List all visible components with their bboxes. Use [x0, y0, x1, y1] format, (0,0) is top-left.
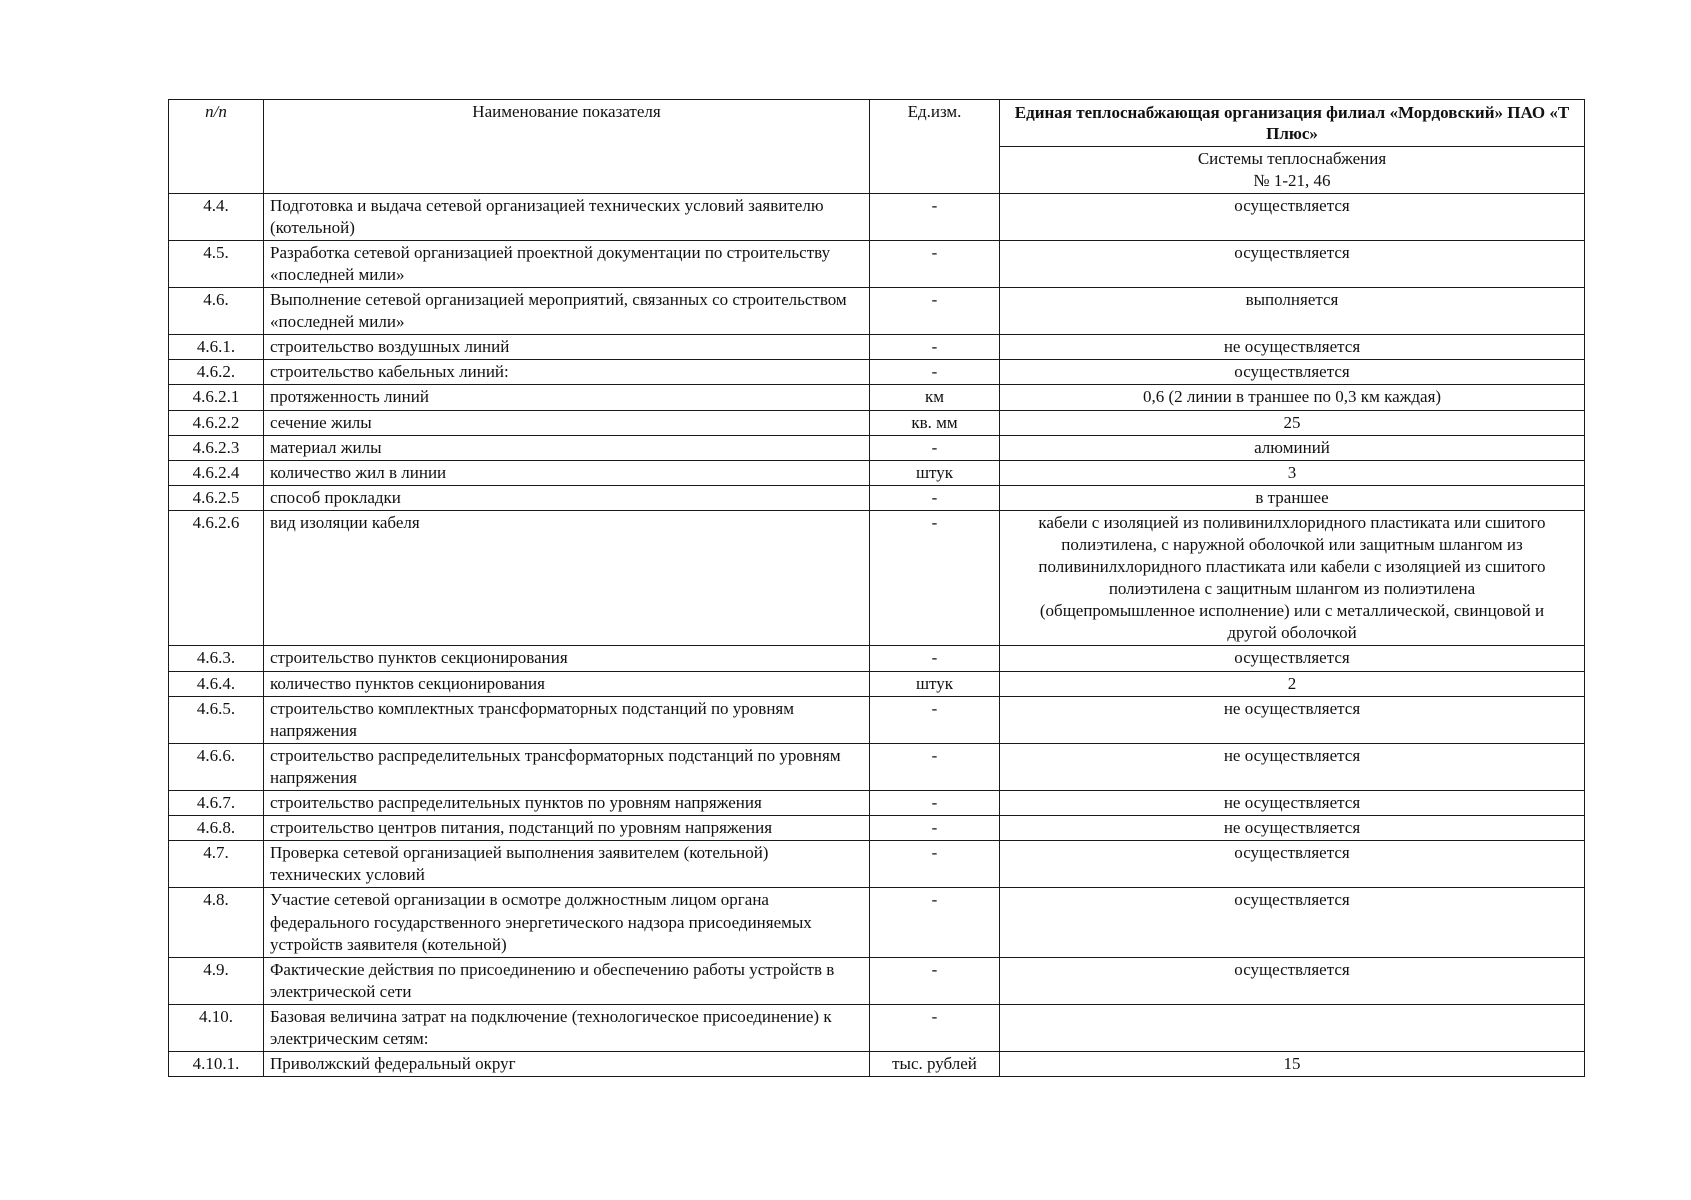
table-row [169, 1004, 1585, 1051]
table-row [169, 485, 1585, 510]
row-unit: - [870, 240, 1000, 287]
row-name: материал жилы [264, 435, 870, 460]
row-name: строительство центров питания, подстанций по уровням напряжения [264, 816, 870, 841]
row-name: Подготовка и выдача сетевой организацией технических условий заявителю (котельной) [264, 193, 870, 240]
row-value: кабели с изоляцией из поливинилхлоридного пластиката или сшитого полиэтилена, с наружной оболочкой или защитным шлангом из поливинилхлоридного пластиката или кабели с изоляцией из сшитого полиэтилена с защитным шлангом из полиэтилена (общепромышленное исполнение) или с металлической, свинцовой и другой оболочкой [1000, 510, 1585, 646]
row-unit: штук [870, 671, 1000, 696]
row-value [1000, 1004, 1585, 1051]
row-unit: кв. мм [870, 410, 1000, 435]
row-num: 4.10.1. [169, 1052, 264, 1077]
row-unit: - [870, 360, 1000, 385]
header-num: п/п [169, 100, 264, 194]
row-num: 4.6.6. [169, 743, 264, 790]
row-name: сечение жилы [264, 410, 870, 435]
row-name: способ прокладки [264, 485, 870, 510]
table-header-row [169, 100, 1585, 147]
row-value: осуществляется [1000, 841, 1585, 888]
row-num: 4.6.2. [169, 360, 264, 385]
row-name: Фактические действия по присоединению и обеспечению работы устройств в электрической сети [264, 957, 870, 1004]
table-row [169, 240, 1585, 287]
row-value: осуществляется [1000, 646, 1585, 671]
row-unit: - [870, 335, 1000, 360]
table-row [169, 435, 1585, 460]
row-unit: - [870, 510, 1000, 646]
row-name: строительство кабельных линий: [264, 360, 870, 385]
row-unit: км [870, 385, 1000, 410]
row-value: не осуществляется [1000, 743, 1585, 790]
row-value: осуществляется [1000, 957, 1585, 1004]
table-row [169, 816, 1585, 841]
indicators-table [168, 99, 1585, 1077]
table-row [169, 671, 1585, 696]
row-value: 15 [1000, 1052, 1585, 1077]
row-num: 4.6.2.1 [169, 385, 264, 410]
row-unit: - [870, 646, 1000, 671]
row-num: 4.6.7. [169, 791, 264, 816]
header-systems [1000, 146, 1585, 193]
row-num: 4.7. [169, 841, 264, 888]
row-num: 4.6. [169, 288, 264, 335]
table-row [169, 743, 1585, 790]
row-num: 4.8. [169, 888, 264, 957]
row-name: Участие сетевой организации в осмотре должностным лицом органа федерального государственного энергетического надзора присоединяемых устройств заявителя (котельной) [264, 888, 870, 957]
row-name: Проверка сетевой организацией выполнения заявителем (котельной) технических условий [264, 841, 870, 888]
row-num: 4.6.2.4 [169, 460, 264, 485]
row-value: не осуществляется [1000, 791, 1585, 816]
table-row [169, 841, 1585, 888]
row-value: осуществляется [1000, 888, 1585, 957]
table-row [169, 360, 1585, 385]
row-num: 4.6.3. [169, 646, 264, 671]
header-systems-line2: № 1-21, 46 [1253, 170, 1331, 190]
row-name: строительство распределительных пунктов по уровням напряжения [264, 791, 870, 816]
row-name: вид изоляции кабеля [264, 510, 870, 646]
header-name: Наименование показателя [264, 100, 870, 194]
row-num: 4.10. [169, 1004, 264, 1051]
row-num: 4.6.4. [169, 671, 264, 696]
row-value: не осуществляется [1000, 696, 1585, 743]
row-unit: - [870, 435, 1000, 460]
table-row [169, 335, 1585, 360]
row-unit: - [870, 1004, 1000, 1051]
row-unit: - [870, 485, 1000, 510]
row-unit: - [870, 743, 1000, 790]
row-value: 3 [1000, 460, 1585, 485]
row-name: Выполнение сетевой организацией мероприятий, связанных со строительством «последней мили» [264, 288, 870, 335]
row-num: 4.6.2.2 [169, 410, 264, 435]
header-systems-line1: Системы теплоснабжения [1197, 148, 1387, 168]
row-value: не осуществляется [1000, 335, 1585, 360]
row-unit: - [870, 193, 1000, 240]
table-row [169, 510, 1585, 646]
row-value: не осуществляется [1000, 816, 1585, 841]
table-row [169, 410, 1585, 435]
row-value: выполняется [1000, 288, 1585, 335]
header-organization: Единая теплоснабжающая организация филиал «Мордовский» ПАО «Т Плюс» [1000, 100, 1585, 147]
row-name: Разработка сетевой организацией проектной документации по строительству «последней мили» [264, 240, 870, 287]
table-row [169, 1052, 1585, 1077]
row-value: в траншее [1000, 485, 1585, 510]
row-name: строительство распределительных трансформаторных подстанций по уровням напряжения [264, 743, 870, 790]
row-unit: тыс. рублей [870, 1052, 1000, 1077]
row-num: 4.9. [169, 957, 264, 1004]
table-row [169, 646, 1585, 671]
row-name: строительство комплектных трансформаторных подстанций по уровням напряжения [264, 696, 870, 743]
row-num: 4.6.8. [169, 816, 264, 841]
row-num: 4.6.2.5 [169, 485, 264, 510]
row-name: Приволжский федеральный округ [264, 1052, 870, 1077]
row-num: 4.6.5. [169, 696, 264, 743]
row-unit: - [870, 888, 1000, 957]
table-row [169, 460, 1585, 485]
row-value: 0,6 (2 линии в траншее по 0,3 км каждая) [1000, 385, 1585, 410]
table-row [169, 957, 1585, 1004]
row-unit: - [870, 957, 1000, 1004]
row-value: 2 [1000, 671, 1585, 696]
row-num: 4.5. [169, 240, 264, 287]
row-name: Базовая величина затрат на подключение (технологическое присоединение) к электрическим сетям: [264, 1004, 870, 1051]
row-value: осуществляется [1000, 360, 1585, 385]
table-row [169, 791, 1585, 816]
row-value: осуществляется [1000, 240, 1585, 287]
row-num: 4.4. [169, 193, 264, 240]
row-unit: - [870, 696, 1000, 743]
row-unit: - [870, 816, 1000, 841]
row-unit: - [870, 841, 1000, 888]
row-unit: штук [870, 460, 1000, 485]
table-row [169, 288, 1585, 335]
row-value: осуществляется [1000, 193, 1585, 240]
table-row [169, 888, 1585, 957]
row-num: 4.6.2.6 [169, 510, 264, 646]
table-row [169, 696, 1585, 743]
row-value: алюминий [1000, 435, 1585, 460]
row-name: количество пунктов секционирования [264, 671, 870, 696]
table-row [169, 385, 1585, 410]
table-row [169, 193, 1585, 240]
row-name: строительство воздушных линий [264, 335, 870, 360]
row-value: 25 [1000, 410, 1585, 435]
row-unit: - [870, 288, 1000, 335]
row-unit: - [870, 791, 1000, 816]
row-name: строительство пунктов секционирования [264, 646, 870, 671]
row-name: протяженность линий [264, 385, 870, 410]
row-name: количество жил в линии [264, 460, 870, 485]
header-unit: Ед.изм. [870, 100, 1000, 194]
row-num: 4.6.1. [169, 335, 264, 360]
row-num: 4.6.2.3 [169, 435, 264, 460]
